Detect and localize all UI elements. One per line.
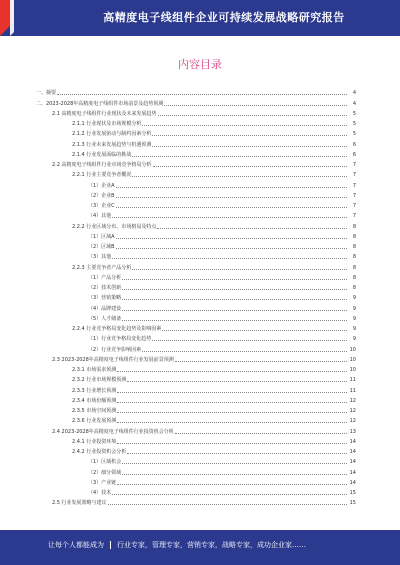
toc-entry-title: 2.2 高精度电子线组件行业市场竞争格局分析 (52, 162, 152, 168)
toc-entry-page: 6 (352, 141, 356, 148)
toc-entry-title: 2.2.4 行业竞争格局变化趋势及影响因素 (72, 326, 162, 332)
toc-entry-page: 8 (352, 254, 356, 261)
toc-entry-title: （1）区域机会 (88, 459, 122, 466)
toc-entry[interactable] (36, 394, 356, 404)
toc-entry-title: 2.2.1 行业主要竞争者概况 (72, 172, 132, 179)
toc-entry-title: （1）行业竞争格局变化趋势 (88, 336, 152, 343)
toc-entry-title: 2.3.4 市场份额预测 (72, 397, 117, 404)
toc-entry-title: 2.3.5 市场空间预测 (72, 408, 117, 414)
toc-entry-title: （4）品牌建设 (88, 305, 122, 312)
toc-leader-dots (142, 351, 347, 352)
toc-entry-title: 2.1.1 行业现状及市场规模分析 (72, 121, 142, 127)
toc-entry-page: 15 (349, 490, 356, 496)
toc-leader-dots (122, 463, 347, 464)
toc-entry-page: 10 (349, 367, 356, 373)
toc-entry-page: 11 (349, 377, 356, 384)
toc-leader-dots (152, 135, 347, 136)
toc-leader-dots (117, 484, 347, 485)
toc-entry[interactable] (36, 301, 356, 311)
toc-entry-page: 9 (352, 295, 356, 302)
toc-entry[interactable] (36, 424, 356, 434)
toc-entry-title: 2.1.4 行业发展面临的挑战 (72, 151, 132, 158)
toc-entry[interactable] (36, 127, 356, 137)
toc-entry-title: 2.2.3 主要竞争者产品分析 (72, 264, 132, 271)
toc-entry-title: 2.4.2 行业投资机会分析 (72, 449, 127, 455)
toc-leader-dots (122, 310, 347, 311)
toc-entry-title: 2.5 行业发展策略与建议 (52, 500, 107, 507)
toc-leader-dots (108, 504, 347, 505)
footer-divider (110, 541, 111, 549)
toc-entry[interactable] (36, 86, 356, 96)
toc-entry[interactable] (36, 260, 356, 270)
toc-entry-page: 7 (352, 172, 356, 179)
toc-leader-dots (175, 361, 347, 362)
toc-entry[interactable] (36, 178, 356, 188)
toc-entry-title: （5）人才储备 (88, 315, 122, 322)
table-of-contents (36, 86, 356, 506)
toc-entry[interactable] (36, 148, 356, 158)
toc-entry-title: （2）区域B (88, 244, 115, 250)
toc-leader-dots (153, 166, 347, 167)
toc-entry-page: 9 (352, 336, 356, 343)
toc-leader-dots (122, 320, 347, 321)
toc-entry-title: 2.4 2023-2028年高精度电子线组件行业投资机会分析 (52, 428, 174, 435)
toc-entry-page: 7 (352, 203, 356, 209)
toc-entry[interactable] (36, 322, 356, 332)
toc-entry-page: 8 (352, 285, 356, 291)
toc-leader-dots (175, 433, 347, 434)
toc-entry-page: 14 (349, 479, 356, 486)
toc-leader-dots (116, 197, 347, 198)
toc-leader-dots (117, 392, 347, 393)
toc-entry[interactable] (36, 230, 356, 240)
toc-leader-dots (152, 146, 347, 147)
toc-leader-dots (162, 330, 347, 331)
toc-entry-page: 9 (352, 315, 356, 322)
toc-entry[interactable] (36, 281, 356, 291)
toc-leader-dots (116, 207, 347, 208)
header-blue-stripe (14, 0, 50, 36)
toc-entry[interactable] (36, 240, 356, 250)
toc-entry[interactable] (36, 404, 356, 414)
toc-entry-page: 4 (352, 90, 356, 97)
toc-entry[interactable] (36, 189, 356, 199)
toc-leader-dots (152, 340, 347, 341)
toc-entry-title: 2.4.1 行业投资环境 (72, 438, 117, 445)
toc-entry-title: （3）营销策略 (88, 295, 122, 302)
toc-leader-dots (158, 115, 347, 116)
toc-entry-title: 一、摘要 (36, 90, 57, 97)
toc-entry[interactable] (36, 353, 356, 363)
toc-entry[interactable] (36, 312, 356, 322)
toc-leader-dots (127, 453, 347, 454)
toc-entry[interactable] (36, 250, 356, 260)
toc-leader-dots (112, 258, 347, 259)
toc-leader-dots (132, 156, 347, 157)
toc-entry-title: 2.3.1 市场需求预测 (72, 367, 117, 373)
toc-entry-page: 5 (352, 110, 356, 117)
toc-entry-page: 12 (349, 408, 356, 414)
toc-entry-title: （2）技术创新 (88, 285, 122, 291)
toc-leader-dots (112, 494, 347, 495)
toc-leader-dots (112, 217, 347, 218)
toc-entry-page: 12 (349, 397, 356, 404)
toc-entry-page: 4 (352, 100, 356, 107)
toc-entry-page: 8 (352, 264, 356, 271)
toc-entry-title: 2.3.3 行业增长预测 (72, 387, 117, 394)
toc-entry-page: 5 (352, 131, 356, 138)
toc-entry-page: 13 (349, 428, 356, 435)
toc-entry[interactable] (36, 219, 356, 229)
toc-entry-page: 6 (352, 151, 356, 158)
toc-entry[interactable] (36, 455, 356, 465)
toc-entry[interactable] (36, 445, 356, 455)
toc-entry-title: 2.1 高精度电子线组件行业现状及未来发展趋势 (52, 110, 157, 117)
toc-leader-dots (132, 269, 347, 270)
toc-entry[interactable] (36, 137, 356, 147)
toc-entry-title: 二、2023-2028年高精度电子线组件市场前景及趋势预测 (36, 100, 164, 107)
toc-leader-dots (57, 94, 347, 95)
toc-entry-title: （3）产业链 (88, 479, 117, 486)
toc-entry-page: 10 (349, 356, 356, 363)
toc-leader-dots (116, 248, 347, 249)
toc-entry[interactable] (36, 383, 356, 393)
toc-entry-title: （2）企业B (88, 192, 115, 199)
toc-entry-page: 7 (352, 182, 356, 189)
toc-entry[interactable] (36, 435, 356, 445)
toc-entry-title: （2）行业竞争影响因素 (88, 346, 142, 353)
toc-leader-dots (117, 402, 347, 403)
toc-leader-dots (122, 299, 347, 300)
toc-entry-title: （1）区域A (88, 233, 115, 240)
toc-entry-page: 7 (352, 213, 356, 220)
toc-entry-title: 2.2.2 行业区域分布、市场格局及特点 (72, 223, 157, 230)
toc-entry[interactable] (36, 486, 356, 496)
toc-leader-dots (142, 125, 347, 126)
toc-entry[interactable] (36, 496, 356, 506)
toc-entry[interactable] (36, 96, 356, 106)
toc-leader-dots (132, 176, 347, 177)
toc-entry[interactable] (36, 291, 356, 301)
toc-entry[interactable] (36, 158, 356, 168)
toc-leader-dots (117, 412, 347, 413)
toc-leader-dots (116, 187, 347, 188)
toc-entry[interactable] (36, 209, 356, 219)
toc-leader-dots (127, 381, 347, 382)
toc-entry-title: （3）企业C (88, 203, 115, 209)
toc-entry-page: 9 (352, 305, 356, 312)
toc-leader-dots (122, 279, 347, 280)
toc-entry[interactable] (36, 363, 356, 373)
toc-entry-title: 2.3.6 行业发展预测 (72, 418, 117, 425)
toc-entry-page: 14 (349, 469, 356, 476)
toc-entry[interactable] (36, 373, 356, 383)
toc-leader-dots (157, 228, 347, 229)
toc-leader-dots (164, 105, 347, 106)
toc-entry-page: 8 (352, 233, 356, 240)
toc-entry-title: 2.3.2 行业市场规模预测 (72, 377, 127, 384)
toc-entry-title: （1）企业A (88, 182, 115, 189)
toc-entry-page: 14 (349, 449, 356, 455)
toc-entry[interactable] (36, 117, 356, 127)
toc-heading: 内容目录 (178, 58, 222, 71)
toc-entry-page: 8 (352, 244, 356, 250)
toc-leader-dots (117, 443, 347, 444)
toc-entry-title: 2.1.3 行业未来发展趋势与机遇预测 (72, 141, 152, 148)
toc-entry[interactable] (36, 332, 356, 342)
toc-leader-dots (122, 474, 347, 475)
toc-entry-title: 2.3 2023-2028年高精度电子线组件行业发展前景预测 (52, 356, 174, 363)
report-title: 高精度电子线组件企业可持续发展战略研究报告 (103, 11, 345, 24)
toc-entry-title: （2）细分领域 (88, 469, 122, 476)
toc-leader-dots (117, 422, 347, 423)
footer-right-text: 行业专家，管理专家，营销专家，战略专家，成功企业家…… (117, 541, 306, 549)
toc-entry-page: 11 (349, 387, 356, 394)
toc-entry-page: 7 (352, 162, 356, 168)
toc-entry[interactable] (36, 342, 356, 352)
toc-entry-page: 7 (352, 192, 356, 199)
toc-entry-page: 15 (349, 500, 356, 507)
toc-leader-dots (122, 289, 347, 290)
toc-entry-page: 10 (349, 346, 356, 353)
toc-entry[interactable] (36, 168, 356, 178)
toc-entry-title: （1）产品分析 (88, 274, 122, 281)
toc-entry-title: （4）其他 (88, 213, 112, 220)
toc-entry[interactable] (36, 414, 356, 424)
toc-entry-page: 9 (352, 326, 356, 332)
toc-entry[interactable] (36, 199, 356, 209)
toc-entry-page: 8 (352, 274, 356, 281)
toc-entry[interactable] (36, 107, 356, 117)
toc-entry[interactable] (36, 476, 356, 486)
toc-entry-page: 14 (349, 459, 356, 466)
toc-entry-title: （3）其他 (88, 254, 112, 261)
toc-entry[interactable] (36, 465, 356, 475)
toc-entry-page: 12 (349, 418, 356, 425)
toc-leader-dots (116, 238, 347, 239)
toc-entry-title: （4）技术 (88, 490, 112, 496)
toc-entry[interactable] (36, 271, 356, 281)
footer-slogan (48, 540, 390, 550)
toc-entry-page: 14 (349, 438, 356, 445)
toc-entry-title: 2.1.2 行业发展驱动与制约因素分析 (72, 131, 152, 138)
toc-leader-dots (117, 371, 347, 372)
toc-entry-page: 8 (352, 223, 356, 230)
toc-entry-page: 5 (352, 121, 356, 127)
footer-left-text: 让每个人都能成为 (48, 541, 104, 549)
